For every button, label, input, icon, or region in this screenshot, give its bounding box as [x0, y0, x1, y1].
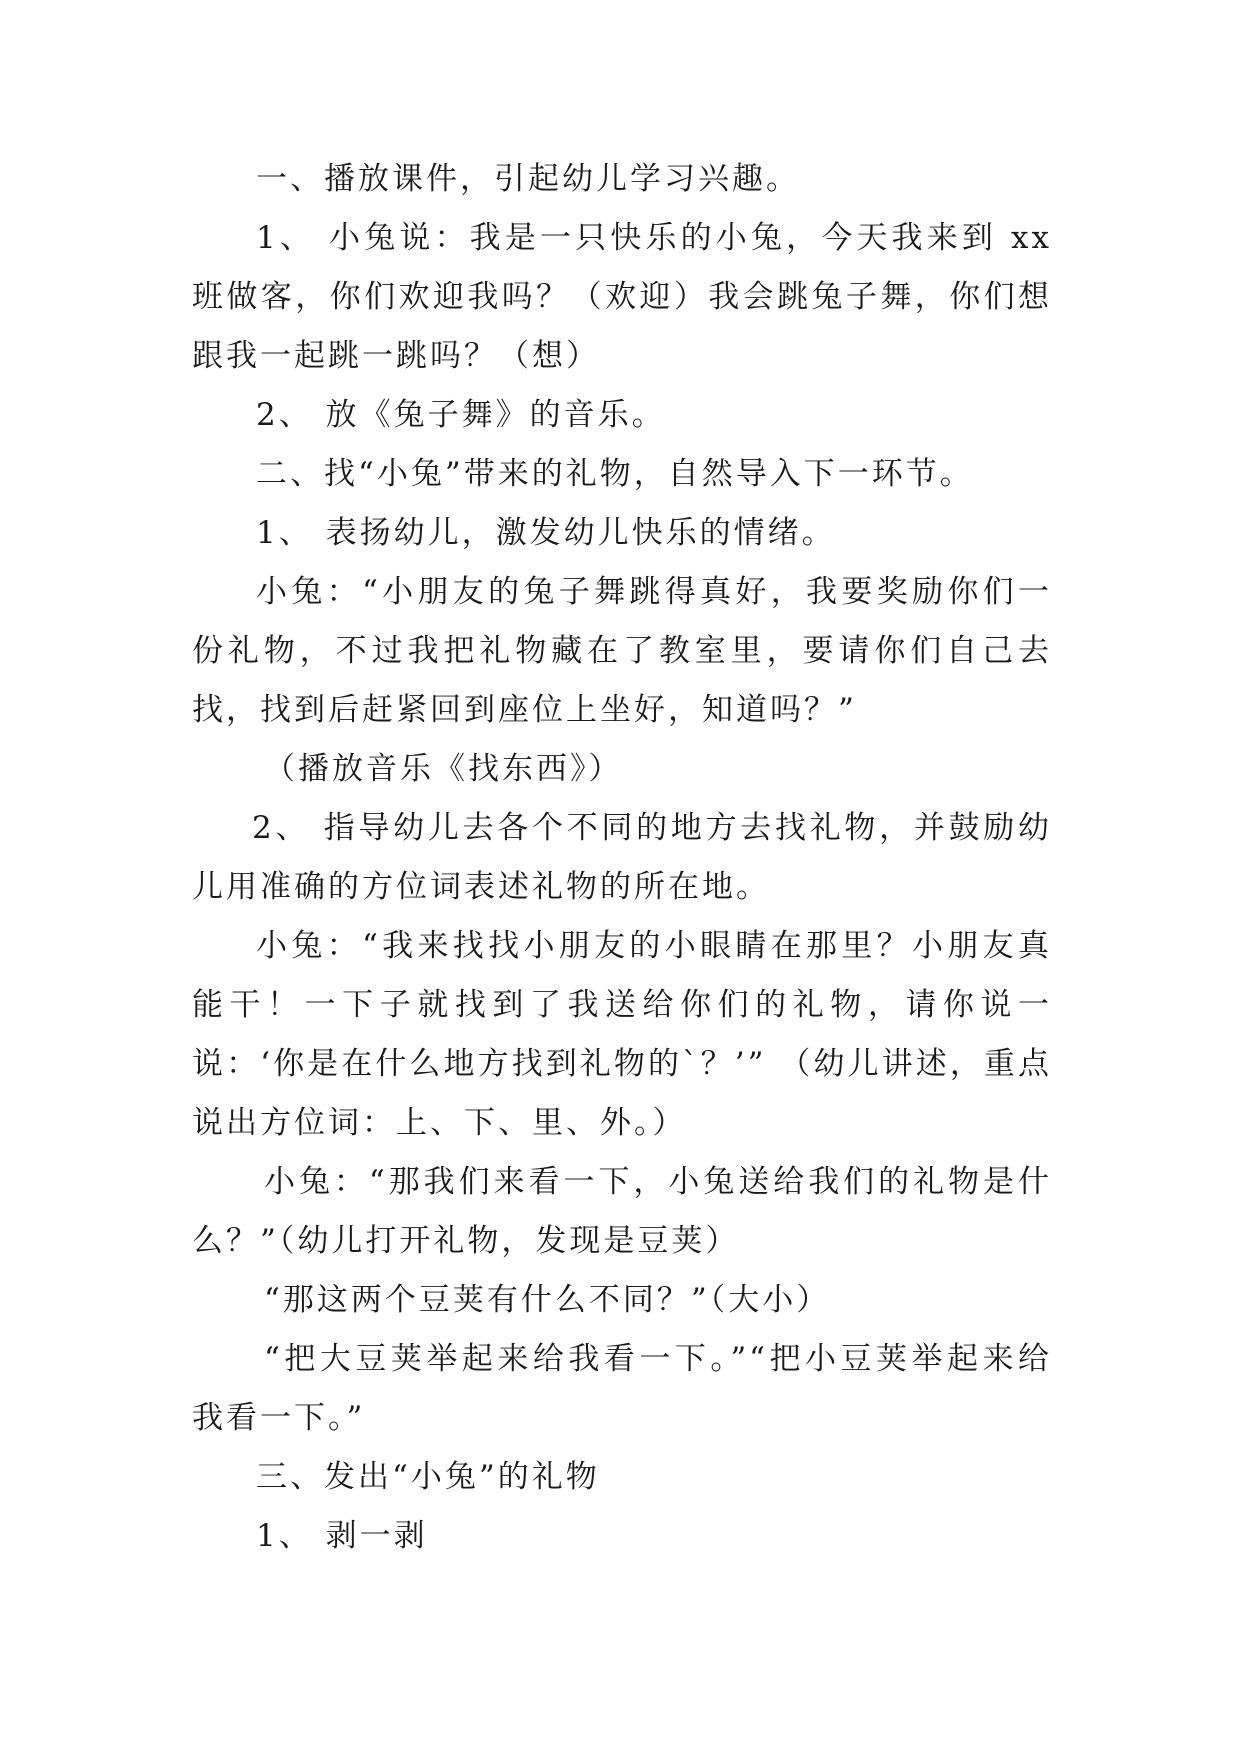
paragraph-7: （播放音乐《找东西》）: [264, 751, 623, 787]
paragraph-13: 三、发出“小兔”的礼物: [256, 1459, 600, 1495]
paragraph-9: 小兔：“我来找找小朋友的小眼睛在那里？小朋友真能干！一下子就找到了我送给你们的礼物，请你说一说：‘你是在什么地方找到礼物的`？’” （幼儿讲述，重点说出方位词：上、下、里、外。）: [192, 928, 1052, 1141]
paragraph-11: “那这两个豆荚有什么不同？”（大小）: [264, 1282, 831, 1318]
paragraph-5: 1、 表扬幼儿，激发幼儿快乐的情绪。: [256, 515, 836, 551]
paragraph-6: 小兔：“小朋友的兔子舞跳得真好，我要奖励你们一份礼物，不过我把礼物藏在了教室里，要请你们自己去找，找到后赶紧回到座位上坐好，知道吗？”: [192, 574, 1052, 728]
paragraph-8: 2、 指导幼儿去各个不同的地方去找礼物，并鼓励幼儿用准确的方位词表述礼物的所在地。: [192, 810, 1052, 905]
document-body: [192, 150, 1052, 1566]
paragraph-12: “把大豆荚举起来给我看一下。”“把小豆荚举起来给我看一下。”: [192, 1341, 1052, 1436]
paragraph-1: 一、播放课件，引起幼儿学习兴趣。: [256, 161, 800, 197]
paragraph-3: 2、 放《兔子舞》的音乐。: [256, 397, 666, 433]
paragraph-14: 1、 剥一剥: [256, 1518, 428, 1554]
paragraph-4: 二、找“小兔”带来的礼物，自然导入下一环节。: [256, 456, 974, 492]
paragraph-2: 1、 小兔说：我是一只快乐的小兔，今天我来到 xx 班做客，你们欢迎我吗？（欢迎）我会跳兔子舞，你们想跟我一起跳一跳吗？（想）: [192, 220, 1052, 374]
paragraph-10: 小兔：“那我们来看一下，小兔送给我们的礼物是什么？”（幼儿打开礼物，发现是豆荚）: [192, 1164, 1052, 1259]
